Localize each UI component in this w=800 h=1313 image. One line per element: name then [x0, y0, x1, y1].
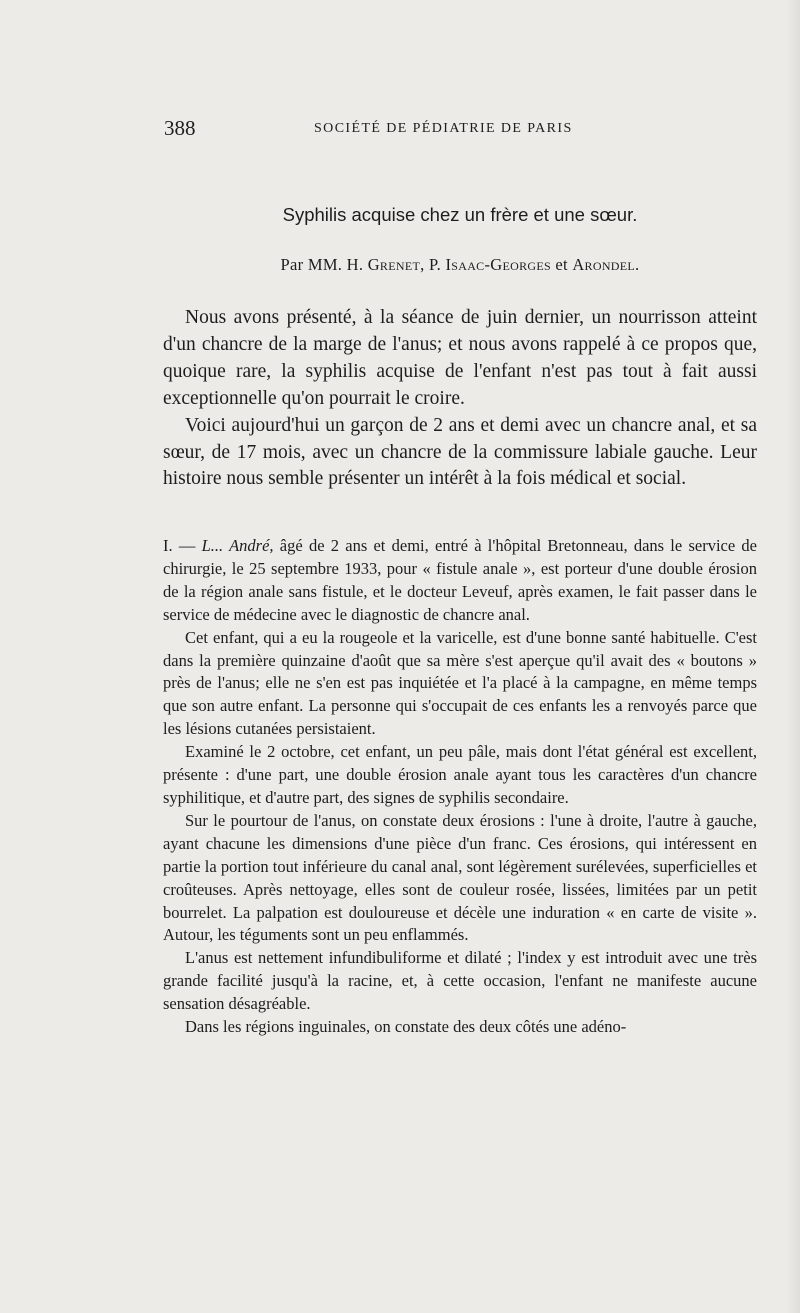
case-paragraph: L'anus est nettement infundibuliforme et dilaté ; l'index y est introduit avec une très grande facilité jusqu'à la racine, et, à cette occasion, l'enfant ne manifeste aucune sensation désagréable.: [163, 948, 757, 1014]
patient-name: L... André,: [201, 536, 274, 555]
case-paragraph: Sur le pourtour de l'anus, on constate deux érosions : l'une à droite, l'autre à gauche, ayant chacune les dimensions d'une pièce d'un franc. Ces érosions, qui intéressent en partie la portion tout inférieure du canal anal, sont légèrement surélevées, superficielles et croûteuses. Après nettoyage, elles sont de couleur rosée, lissées, limitées par un petit bourrelet. La palpation est douloureuse et décèle une induration « en carte de visite ». Autour, les téguments sont un peu enflammés.: [163, 810, 757, 945]
case-opening-text: âgé de 2 ans et demi, entré à l'hôpital Bretonneau, dans le service de chirurgie, le 25 septembre 1933, pour « fistule anale », est porteur d'une double érosion de la région anale sans fistule, et le docteur Leveuf, après examen, le fait passer dans le service de médecine avec le diagnostic de chancre anal.: [163, 536, 757, 624]
case-paragraph: Examiné le 2 octobre, cet enfant, un peu pâle, mais dont l'état général est excellent, présente : d'une part, une double érosion anale ayant tous les caractères d'un chancre syphilitique, et d'autre part, des signes de syphilis secondaire.: [163, 742, 757, 807]
running-head: SOCIÉTÉ DE PÉDIATRIE DE PARIS: [314, 121, 573, 136]
article-title: Syphilis acquise chez un frère et une sœur.: [282, 204, 638, 225]
case-label: I. —: [163, 536, 202, 555]
page-number: 388: [164, 116, 196, 140]
intro-section: [163, 305, 757, 493]
page-header: [164, 116, 754, 146]
intro-paragraph: Voici aujourd'hui un garçon de 2 ans et demi avec un chancre anal, et sa sœur, de 17 mois, avec un chancre de la commissure labiale gauche. Leur histoire nous semble présenter un intérêt à la fois médical et social.: [163, 414, 757, 490]
article-authors: [160, 255, 760, 275]
authors-end: .: [635, 255, 640, 274]
author-arondel: Arondel: [572, 255, 636, 274]
case-paragraph: Dans les régions inguinales, on constate des deux côtés une adéno-: [185, 1017, 627, 1037]
author-isaac-georges: Isaac-Georges: [445, 255, 551, 274]
case-opening-paragraph: [163, 535, 757, 627]
authors-prefix: Par MM. H.: [280, 255, 368, 274]
author-grenet: Grenet: [367, 255, 421, 274]
case-report-section: [163, 535, 757, 1039]
authors-separator: et: [550, 255, 573, 274]
page-edge-shadow: [786, 0, 800, 1313]
authors-separator: , P.: [420, 255, 446, 274]
intro-paragraph: Nous avons présenté, à la séance de juin dernier, un nourrisson atteint d'un chancre de la marge de l'anus; et nous avons rappelé à ce propos que, quoique rare, la syphilis acquise de l'enfant n'est pas tout à fait aussi exceptionnelle qu'on pourrait le croire.: [163, 307, 757, 409]
case-paragraph: Cet enfant, qui a eu la rougeole et la varicelle, est d'une bonne santé habituelle. C'est dans la première quinzaine d'août que sa mère s'est aperçue qu'il avait des « boutons » près de l'anus; elle ne s'en est pas inquiétée et l'a placé à la campagne, en même temps que son autre enfant. La personne qui s'occupait de ces enfants les a renvoyés parce que les lésions cutanées persistaient.: [163, 627, 757, 739]
